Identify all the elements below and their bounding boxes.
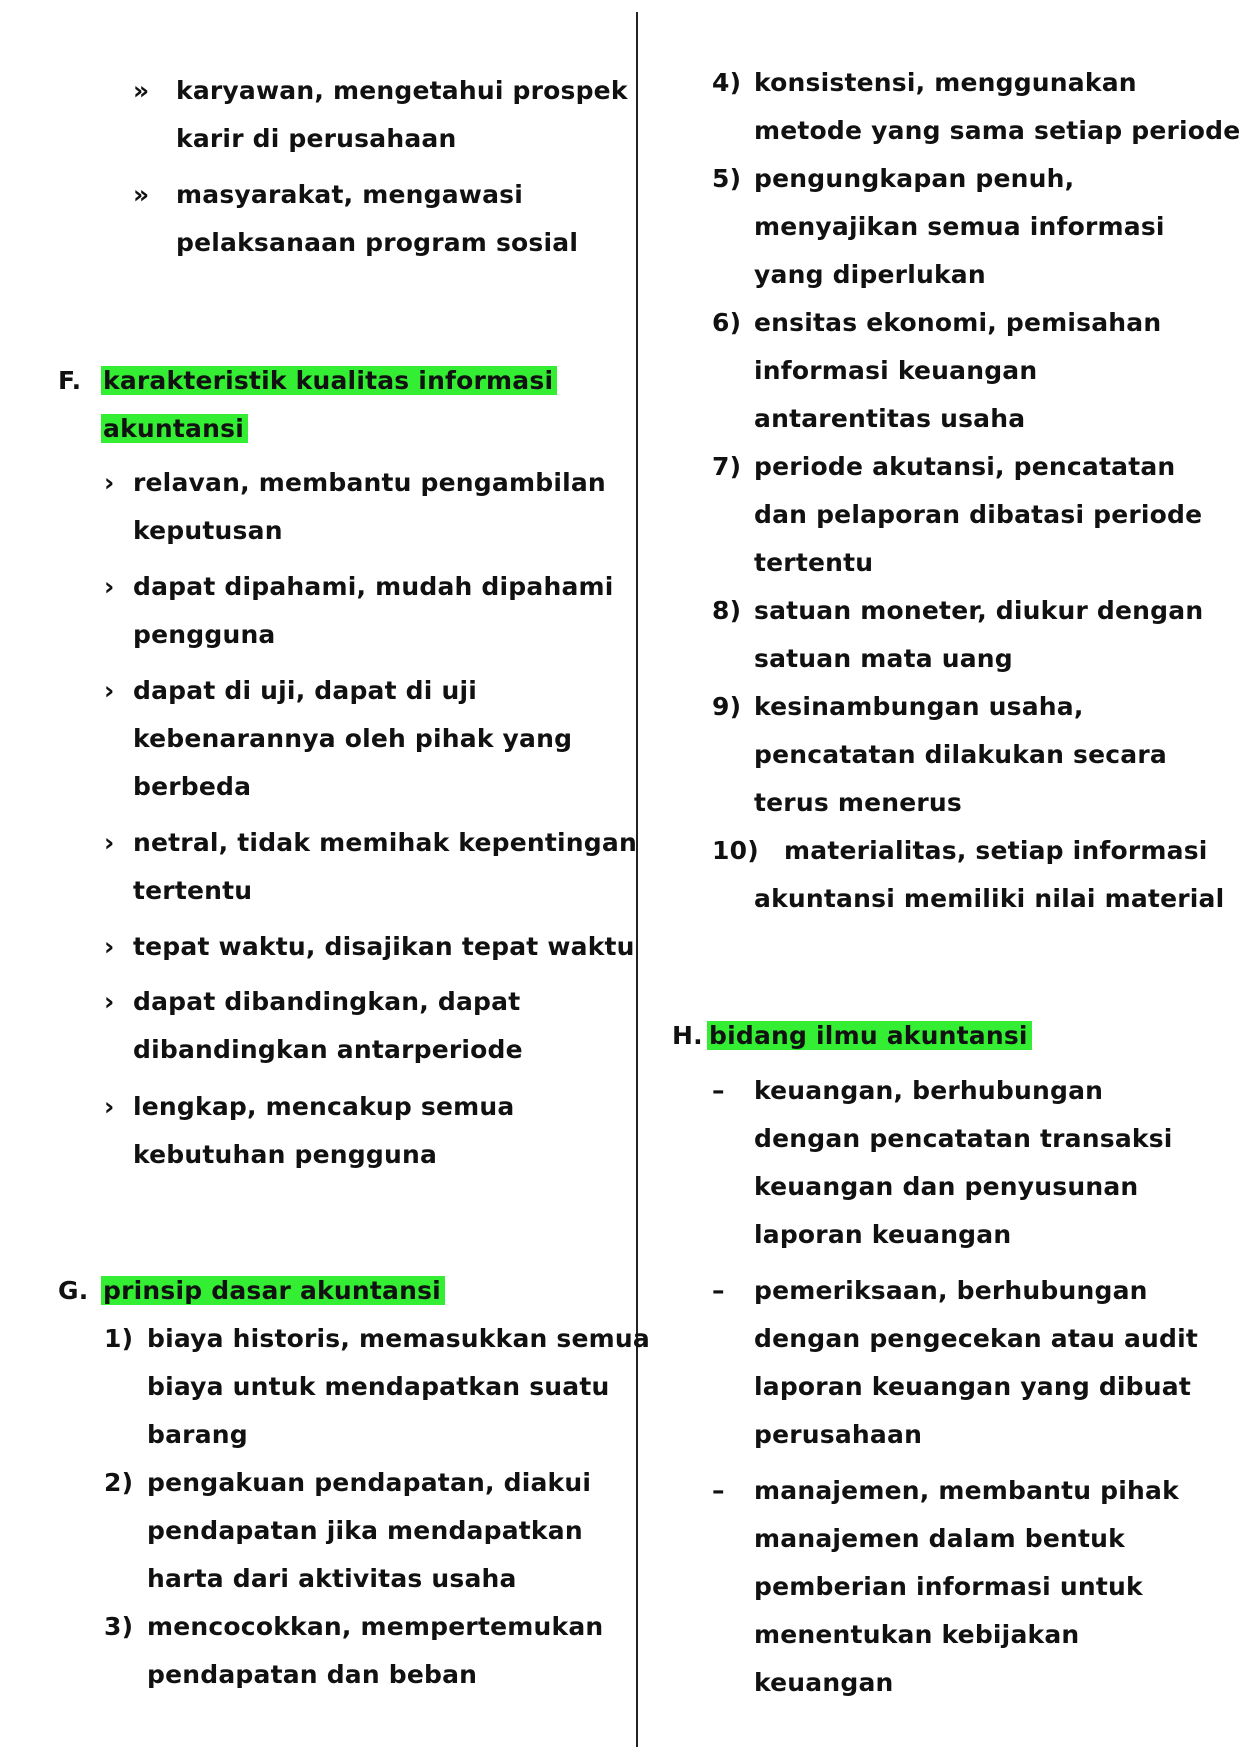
list-item: karyawan, mengetahui prospek <box>176 76 628 105</box>
list-item: pencatatan dilakukan secara <box>754 740 1167 769</box>
list-item: perusahaan <box>754 1420 923 1449</box>
number-marker: 1) <box>104 1324 134 1353</box>
list-item: dibandingkan antarperiode <box>133 1035 523 1064</box>
list-item: kebenarannya oleh pihak yang <box>133 724 573 753</box>
list-item: karir di perusahaan <box>176 124 457 153</box>
list-item: pengakuan pendapatan, diakui <box>147 1468 592 1497</box>
section-title <box>101 1274 445 1308</box>
bullet-marker: » <box>133 180 150 209</box>
list-item: laporan keuangan yang dibuat <box>754 1372 1191 1401</box>
column-divider <box>636 12 638 1747</box>
dash-marker: – <box>712 1076 725 1105</box>
list-item: pemeriksaan, berhubungan <box>754 1276 1148 1305</box>
section-title <box>101 364 557 398</box>
bullet-marker: › <box>104 572 115 601</box>
list-item: tepat waktu, disajikan tepat waktu <box>133 932 635 961</box>
number-marker: 6) <box>712 308 742 337</box>
section-title-line: bidang ilmu akuntansi <box>707 1021 1032 1050</box>
number-marker: 3) <box>104 1612 134 1641</box>
list-item: satuan moneter, diukur dengan <box>754 596 1204 625</box>
section-title-line: prinsip dasar akuntansi <box>101 1276 445 1305</box>
bullet-marker: › <box>104 1092 115 1121</box>
bullet-marker: › <box>104 676 115 705</box>
list-item: pendapatan dan beban <box>147 1660 478 1689</box>
list-item: pendapatan jika mendapatkan <box>147 1516 583 1545</box>
bullet-marker: › <box>104 987 115 1016</box>
list-item: berbeda <box>133 772 252 801</box>
list-item: menentukan kebijakan <box>754 1620 1080 1649</box>
section-letter: G. <box>58 1276 89 1305</box>
list-item: satuan mata uang <box>754 644 1013 673</box>
dash-marker: – <box>712 1476 725 1505</box>
number-marker: 8) <box>712 596 742 625</box>
list-item: relavan, membantu pengambilan <box>133 468 606 497</box>
list-item: tertentu <box>133 876 253 905</box>
list-item: menyajikan semua informasi <box>754 212 1165 241</box>
list-item: pengguna <box>133 620 276 649</box>
number-marker: 2) <box>104 1468 134 1497</box>
list-item: materialitas, setiap informasi <box>784 836 1208 865</box>
list-item: manajemen dalam bentuk <box>754 1524 1126 1553</box>
number-marker: 4) <box>712 68 742 97</box>
list-item: laporan keuangan <box>754 1220 1012 1249</box>
list-item: dapat dibandingkan, dapat <box>133 987 521 1016</box>
list-item: informasi keuangan <box>754 356 1038 385</box>
bullet-marker: › <box>104 828 115 857</box>
list-item: kesinambungan usaha, <box>754 692 1084 721</box>
list-item: terus menerus <box>754 788 962 817</box>
section-title <box>707 1019 1032 1053</box>
number-marker: 10) <box>712 836 759 865</box>
bullet-marker: › <box>104 932 115 961</box>
list-item: harta dari aktivitas usaha <box>147 1564 517 1593</box>
list-item: yang diperlukan <box>754 260 986 289</box>
list-item: dan pelaporan dibatasi periode <box>754 500 1203 529</box>
list-item: biaya untuk mendapatkan suatu <box>147 1372 610 1401</box>
section-letter: H. <box>672 1021 703 1050</box>
list-item: akuntansi memiliki nilai material <box>754 884 1225 913</box>
list-item: konsistensi, menggunakan <box>754 68 1137 97</box>
list-item: ensitas ekonomi, pemisahan <box>754 308 1162 337</box>
list-item: mencocokkan, mempertemukan <box>147 1612 604 1641</box>
list-item: manajemen, membantu pihak <box>754 1476 1179 1505</box>
list-item: keuangan dan penyusunan <box>754 1172 1139 1201</box>
list-item: keuangan <box>754 1668 894 1697</box>
dash-marker: – <box>712 1276 725 1305</box>
list-item: lengkap, mencakup semua <box>133 1092 515 1121</box>
list-item: dengan pengecekan atau audit <box>754 1324 1199 1353</box>
list-item: kebutuhan pengguna <box>133 1140 438 1169</box>
list-item: dengan pencatatan transaksi <box>754 1124 1173 1153</box>
bullet-marker: » <box>133 76 150 105</box>
list-item: dapat di uji, dapat di uji <box>133 676 477 705</box>
list-item: tertentu <box>754 548 874 577</box>
list-item: biaya historis, memasukkan semua <box>147 1324 650 1353</box>
list-item: barang <box>147 1420 248 1449</box>
list-item: dapat dipahami, mudah dipahami <box>133 572 614 601</box>
list-item: metode yang sama setiap periode <box>754 116 1241 145</box>
number-marker: 9) <box>712 692 742 721</box>
number-marker: 5) <box>712 164 742 193</box>
list-item: pengungkapan penuh, <box>754 164 1075 193</box>
list-item: keuangan, berhubungan <box>754 1076 1104 1105</box>
list-item: antarentitas usaha <box>754 404 1026 433</box>
list-item: pemberian informasi untuk <box>754 1572 1143 1601</box>
list-item: masyarakat, mengawasi <box>176 180 523 209</box>
list-item: keputusan <box>133 516 283 545</box>
section-title-line: karakteristik kualitas informasi <box>101 366 557 395</box>
list-item: pelaksanaan program sosial <box>176 228 579 257</box>
section-title-line: akuntansi <box>101 414 248 443</box>
list-item: netral, tidak memihak kepentingan <box>133 828 637 857</box>
section-title <box>101 412 248 446</box>
list-item: periode akutansi, pencatatan <box>754 452 1176 481</box>
bullet-marker: › <box>104 468 115 497</box>
number-marker: 7) <box>712 452 742 481</box>
section-letter: F. <box>58 366 82 395</box>
